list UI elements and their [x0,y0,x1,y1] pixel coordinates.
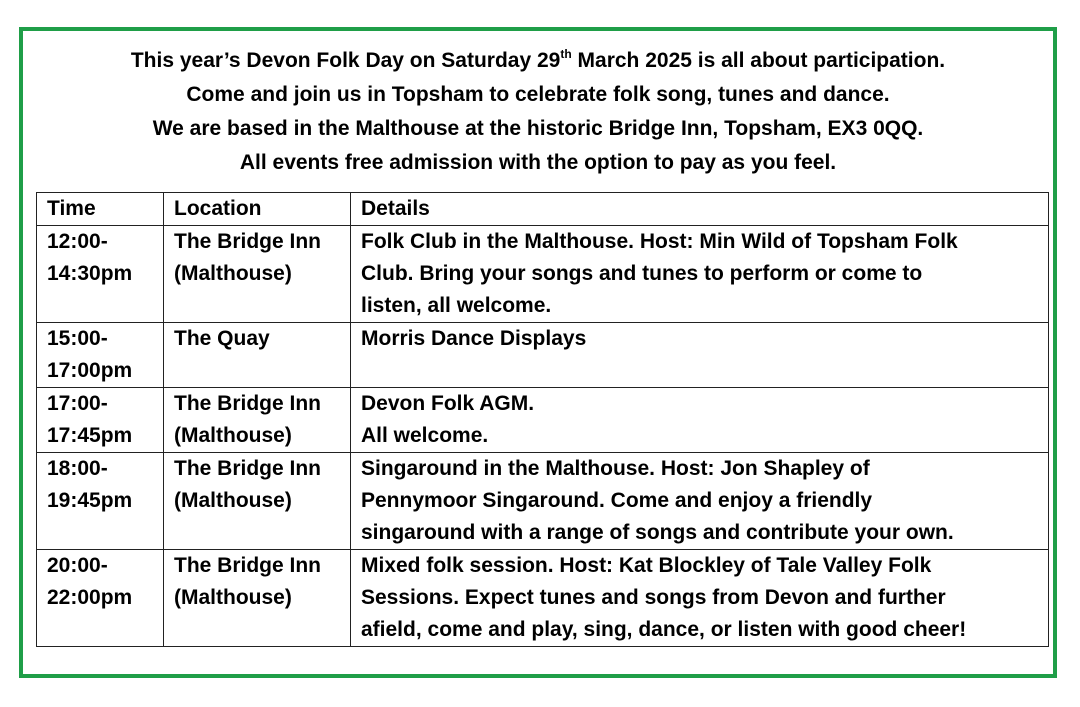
intro-line-3: We are based in the Malthouse at the historic Bridge Inn, Topsham, EX3 0QQ. [152,117,924,140]
location-name: The Quay [174,327,270,350]
details-line: Morris Dance Displays [361,327,587,350]
table-row [37,323,1049,388]
time-end: 19:45pm [47,489,133,512]
intro-line-1-end: March 2025 is all about participation. [571,49,946,72]
location-cell [164,453,351,550]
location-room: (Malthouse) [174,489,292,512]
location-cell [164,550,351,647]
intro-line-2: Come and join us in Topsham to celebrate folk song, tunes and dance. [186,83,890,106]
details-cell [351,550,1049,647]
details-line: afield, come and play, sing, dance, or listen with good cheer! [361,618,967,641]
header-location: Location [164,193,351,226]
details-line: Pennymoor Singaround. Come and enjoy a friendly [361,489,873,512]
green-border-frame [19,27,1057,678]
location-room: (Malthouse) [174,262,292,285]
time-end: 22:00pm [47,586,133,609]
time-cell [37,323,164,388]
details-cell [351,323,1049,388]
time-cell [37,453,164,550]
time-end: 14:30pm [47,262,133,285]
location-name: The Bridge Inn [174,392,321,415]
intro-text [23,44,1053,180]
details-line: Folk Club in the Malthouse. Host: Min Wild of Topsham Folk [361,230,958,253]
details-line: Singaround in the Malthouse. Host: Jon Shapley of [361,457,870,480]
location-cell [164,323,351,388]
location-room: (Malthouse) [174,586,292,609]
table-row [37,226,1049,323]
table-row [37,550,1049,647]
time-start: 20:00- [47,554,108,577]
details-line: Devon Folk AGM. [361,392,535,415]
schedule-table [36,192,1049,647]
location-name: The Bridge Inn [174,554,321,577]
details-cell [351,226,1049,323]
time-cell [37,226,164,323]
intro-line-1-start: This year’s Devon Folk Day on Saturday 29 [130,49,561,72]
location-name: The Bridge Inn [174,457,321,480]
time-cell [37,550,164,647]
details-cell [351,388,1049,453]
details-line: listen, all welcome. [361,294,552,317]
time-end: 17:00pm [47,359,133,382]
details-line: Club. Bring your songs and tunes to perform or come to [361,262,923,285]
location-name: The Bridge Inn [174,230,321,253]
header-time: Time [37,193,164,226]
time-start: 18:00- [47,457,108,480]
details-line: Sessions. Expect tunes and songs from Devon and further [361,586,946,609]
details-cell [351,453,1049,550]
table-header-row [37,193,1049,226]
intro-line-1 [23,44,1053,78]
location-cell [164,388,351,453]
time-end: 17:45pm [47,424,133,447]
table-row [37,453,1049,550]
location-cell [164,226,351,323]
details-line: All welcome. [361,424,489,447]
header-details: Details [351,193,1049,226]
location-room: (Malthouse) [174,424,292,447]
table-row [37,388,1049,453]
time-start: 17:00- [47,392,108,415]
ordinal-suffix: th [560,47,572,61]
intro-line-4: All events free admission with the option to pay as you feel. [239,151,837,174]
time-cell [37,388,164,453]
details-line: singaround with a range of songs and contribute your own. [361,521,954,544]
time-start: 15:00- [47,327,108,350]
time-start: 12:00- [47,230,108,253]
details-line: Mixed folk session. Host: Kat Blockley of Tale Valley Folk [361,554,932,577]
